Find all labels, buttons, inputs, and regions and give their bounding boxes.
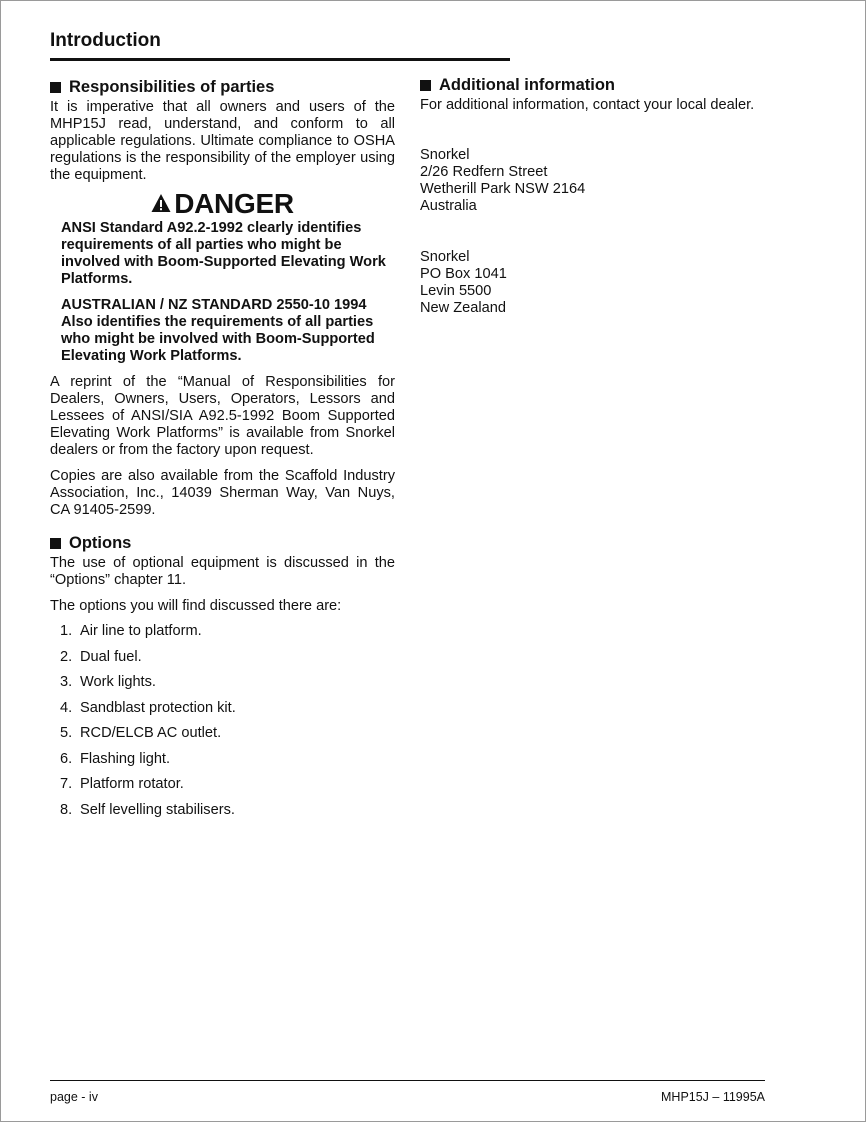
page-title: Introduction xyxy=(50,30,161,51)
address-line: Snorkel xyxy=(420,147,470,163)
danger-title xyxy=(50,187,395,219)
options-intro: The use of optional equipment is discussed in the “Options” chapter 11. xyxy=(50,555,395,588)
reprint-paragraph: A reprint of the “Manual of Responsibilities for Dealers, Owners, Users, Operators, Lessors and Lessees of ANSI/SIA A92.5-1992 Boom Supported Elevating Work Platforms” is available from Snorkel dealers or from the factory upon request. xyxy=(50,374,395,458)
list-number: 2. xyxy=(60,648,73,665)
list-text: Air line to platform. xyxy=(80,623,202,639)
address-line: Levin 5500 xyxy=(420,283,492,299)
list-item xyxy=(50,700,395,726)
options-list xyxy=(50,623,395,827)
additional-info-heading-text: Additional information xyxy=(439,76,615,94)
list-item xyxy=(50,751,395,777)
list-text: Work lights. xyxy=(80,674,156,690)
list-number: 6. xyxy=(60,750,73,767)
list-item xyxy=(50,776,395,802)
list-number: 1. xyxy=(60,623,73,639)
list-item xyxy=(50,649,395,675)
square-bullet-icon xyxy=(420,80,431,91)
address-line: 2/26 Redfern Street xyxy=(420,164,548,180)
responsibilities-heading xyxy=(50,79,395,96)
additional-info-heading xyxy=(420,77,765,94)
list-text: RCD/ELCB AC outlet. xyxy=(80,725,222,741)
list-number: 5. xyxy=(60,725,73,741)
footer-rule xyxy=(50,1080,765,1081)
address-line: Wetherill Park NSW 2164 xyxy=(420,181,586,197)
options-heading xyxy=(50,535,395,552)
list-item xyxy=(50,623,395,649)
footer-page-number: page - iv xyxy=(50,1090,98,1104)
danger-paragraph: ANSI Standard A92.2-1992 clearly identifies requirements of all parties who might be involved with Boom-Supported Elevating Work Platforms. xyxy=(61,220,386,287)
list-item xyxy=(50,725,395,751)
list-number: 8. xyxy=(60,801,73,818)
list-text: Dual fuel. xyxy=(80,648,142,665)
right-column xyxy=(420,77,765,317)
warning-triangle-icon xyxy=(151,193,171,213)
options-lead: The options you will find discussed there are: xyxy=(50,598,342,614)
footer-document-id: MHP15J – 11995A xyxy=(661,1090,765,1104)
header-rule xyxy=(50,58,510,61)
options-heading-text: Options xyxy=(69,534,132,552)
responsibilities-heading-text: Responsibilities of parties xyxy=(69,78,275,96)
list-text: Platform rotator. xyxy=(80,776,184,792)
list-number: 4. xyxy=(60,699,73,716)
address-australia xyxy=(420,147,765,215)
left-column xyxy=(50,79,395,827)
list-item xyxy=(50,802,395,828)
list-text: Self levelling stabilisers. xyxy=(80,801,235,818)
danger-label: DANGER xyxy=(174,187,294,219)
list-number: 7. xyxy=(60,776,73,792)
square-bullet-icon xyxy=(50,82,61,93)
list-item xyxy=(50,674,395,700)
additional-info-intro: For additional information, contact your local dealer. xyxy=(420,97,755,113)
danger-block xyxy=(50,220,395,365)
responsibilities-intro: It is imperative that all owners and users of the MHP15J read, understand, and conform to all applicable regulations. Ultimate compliance to OSHA regulations is the responsibility of the employer using the equipment. xyxy=(50,99,395,183)
list-number: 3. xyxy=(60,674,73,690)
copies-paragraph: Copies are also available from the Scaffold Industry Association, Inc., 14039 Sherman Way, Van Nuys, CA 91405-2599. xyxy=(50,468,395,518)
danger-paragraph: AUSTRALIAN / NZ STANDARD 2550-10 1994 Also identifies the requirements of all parties who might be involved with Boom-Supported Elevating Work Platforms. xyxy=(61,297,375,364)
address-new-zealand xyxy=(420,249,765,317)
address-line: PO Box 1041 xyxy=(420,266,507,282)
address-line: New Zealand xyxy=(420,300,506,316)
address-line: Australia xyxy=(420,198,477,214)
address-line: Snorkel xyxy=(420,249,470,265)
list-text: Flashing light. xyxy=(80,750,171,767)
list-text: Sandblast protection kit. xyxy=(80,699,236,716)
square-bullet-icon xyxy=(50,538,61,549)
